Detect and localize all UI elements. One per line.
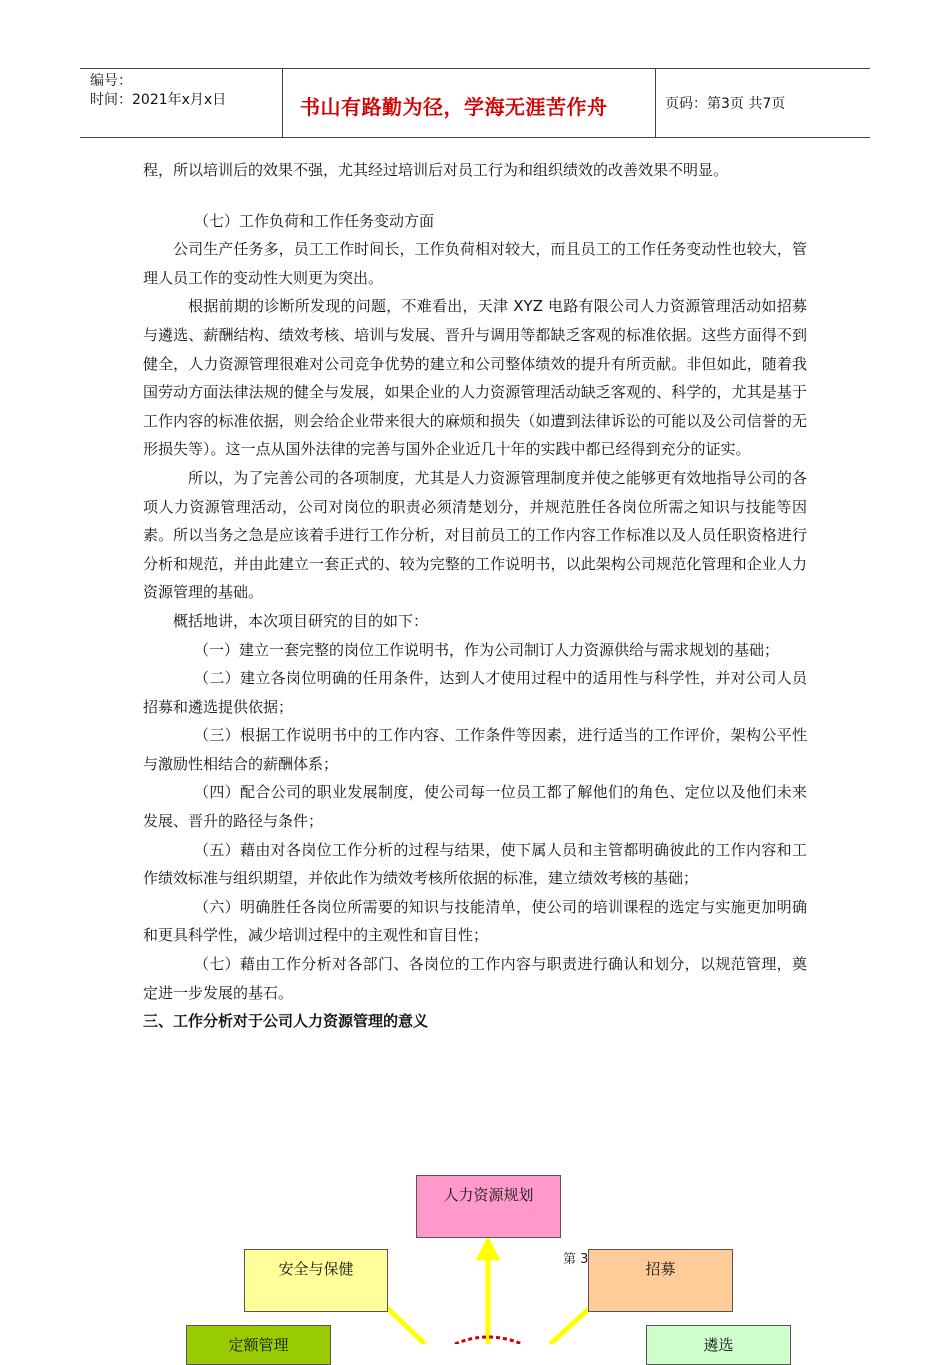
selection-box: 遴选 [646,1325,791,1365]
paragraph: 所以，为了完善公司的各项制度，尤其是人力资源管理制度并使之能够更有效地指导公司的各项人力资源管理活动，公司对岗位的职责必须清楚划分，并规范胜任各岗位所需之知识与技能等因素。所以当务之急是应该着手进行工作分析，对目前员工的工作内容工作标准以及人员任职资格进行分析和规范，并由此建立一套正式的、较为完整的工作说明书，以此架构公司规范化管理和企业人力资源管理的基础。 [143,468,807,602]
list-item: （四）配合公司的职业发展制度，使公司每一位员工都了解他们的角色、定位以及他们未来发展、晋升的路径与条件； [143,783,807,831]
recruitment-box: 招募 [588,1249,733,1312]
page-info: 页码：第3页 共7页 [665,96,786,112]
list-item: （一）建立一套完整的岗位工作说明书，作为公司制订人力资源供给与需求规划的基础； [194,640,780,659]
hr-planning-box: 人力资源规划 [416,1175,561,1238]
list-item: （三）根据工作说明书中的工作内容、工作条件等因素，进行适当的工作评价，架构公平性与激励性相结合的薪酬体系； [143,726,807,773]
paragraph: 根据前期的诊断所发现的问题，不难看出，天津 XYZ 电路有限公司人力资源管理活动如招募与遴选、薪酬结构、绩效考核、培训与发展、晋升与调用等都缺乏客观的标准依据。这些方面得不到健全，人力资源管理很难对公司竞争优势的建立和公司整体绩效的提升有所贡献。非但如此，随着我国劳动方面法律法规的健全与发展，如果企业的人力资源管理活动缺乏客观的、科学的，尤其是基于工作内容的标准依据，则会给企业带来很大的麻烦和损失（如遭到法律诉讼的可能以及公司信誉的无形损失等）。这一点从国外法律的完善与国外企业近几十年的实践中都已经得到充分的证实。 [143,297,807,459]
time-label: 时间：2021年x月x日 [90,92,227,108]
paragraph: 概括地讲，本次项目研究的目的如下： [173,611,429,630]
header-motto: 书山有路勤为径，学海无涯苦作舟 [300,95,608,119]
quota-management-box: 定额管理 [186,1325,331,1365]
list-item: （六）明确胜任各岗位所需要的知识与技能清单，使公司的培训课程的选定与实施更加明确和更具科学性，减少培训过程中的主观性和盲目性； [143,897,807,945]
list-item: （二）建立各岗位明确的任用条件，达到人才使用过程中的适用性与科学性，并对公司人员招募和遴选提供依据； [143,669,807,716]
list-item: （七）藉由工作分析对各部门、各岗位的工作内容与职责进行确认和划分，以规范管理，奠定进一步发展的基石。 [143,955,807,1002]
subsection-heading: （七）工作负荷和工作任务变动方面 [194,211,435,230]
safety-health-box: 安全与保健 [244,1249,388,1312]
list-item: （五）藉由对各岗位工作分析的过程与结果，使下属人员和主管都明确彼此的工作内容和工作绩效标准与组织期望，并依此作为绩效考核所依据的标准，建立绩效考核的基础； [143,840,807,888]
section-heading: 三、工作分析对于公司人力资源管理的意义 [143,1012,429,1031]
page-footer-number: 第 3 [563,1252,589,1267]
paragraph: 公司生产任务多，员工工作时间长，工作负荷相对较大，而且员工的工作任务变动性也较大，管理人员工作的变动性大则更为突出。 [143,240,807,287]
number-label: 编号： [90,73,132,89]
paragraph: 程，所以培训后的效果不强，尤其经过培训后对员工行为和组织绩效的改善效果不明显。 [143,161,729,179]
